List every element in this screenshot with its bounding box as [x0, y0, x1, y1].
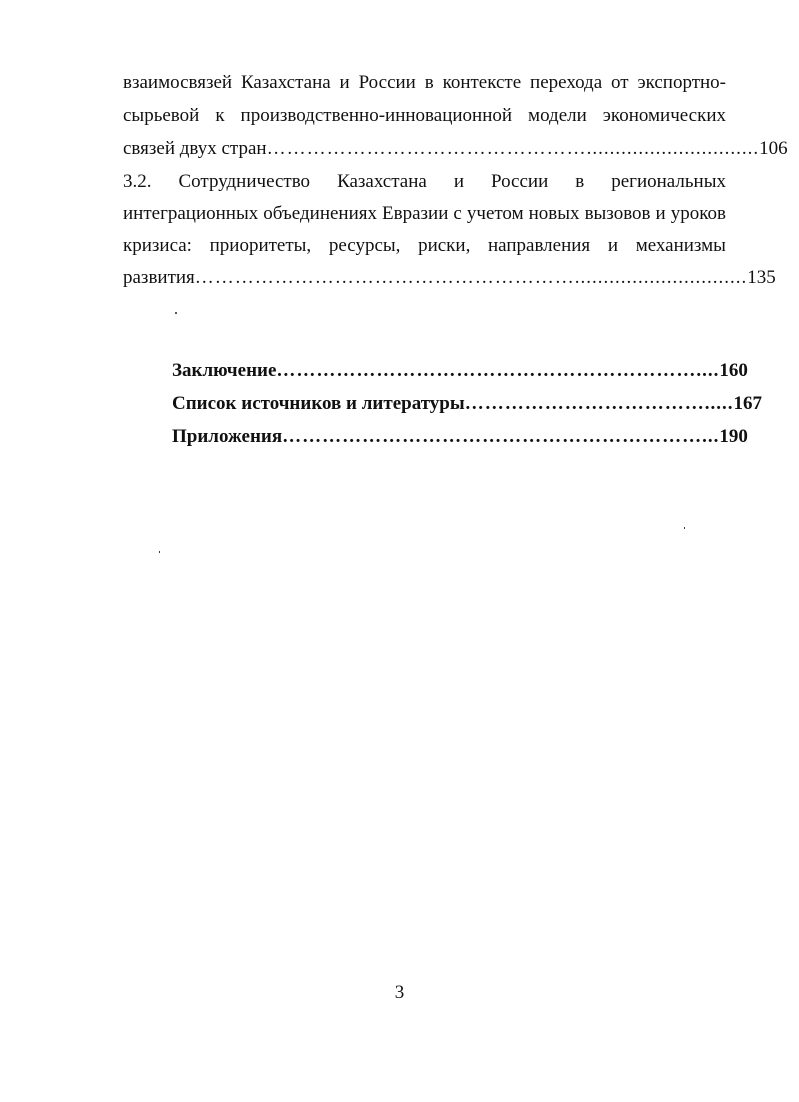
toc-entry-sources[interactable]: [172, 393, 762, 414]
scan-speck: [175, 312, 177, 314]
toc-entry-text: связей двух стран: [123, 138, 267, 159]
toc-page-number: 190: [719, 426, 748, 447]
toc-entry-line: [123, 106, 726, 126]
toc-word: производственно-инновационной: [240, 105, 513, 126]
toc-word: региональных: [611, 171, 726, 192]
toc-word: Сотрудничество: [178, 171, 311, 192]
scan-speck: [684, 527, 685, 529]
toc-word: перехода: [530, 72, 603, 93]
toc-word: учетом: [466, 203, 524, 224]
toc-word: Казахстана: [240, 72, 331, 93]
toc-word: Казахстана: [337, 171, 427, 192]
toc-word: и: [339, 72, 350, 93]
toc-word: с: [453, 203, 462, 224]
toc-word: модели: [528, 105, 587, 126]
toc-word: контексте: [442, 72, 522, 93]
toc-word: интеграционных: [123, 203, 259, 224]
page-number: 3: [394, 982, 405, 1003]
toc-word: экономических: [602, 105, 726, 126]
toc-word: сырьевой: [123, 105, 200, 126]
scan-speck: [159, 551, 160, 553]
toc-dot-leader: ………………………………………………………...: [282, 426, 720, 447]
toc-entry-label: Список источников и литературы: [172, 393, 465, 414]
toc-entry-label: Заключение: [172, 360, 277, 381]
toc-word: направления: [488, 235, 591, 256]
toc-word: и: [607, 235, 619, 256]
toc-word: кризиса:: [123, 235, 192, 256]
toc-word: риски,: [418, 235, 471, 256]
toc-word: в: [575, 171, 585, 192]
toc-word: России: [490, 171, 549, 192]
toc-section-number: 3.2.: [123, 171, 152, 192]
toc-page-number: 167: [733, 393, 762, 414]
toc-word: механизмы: [635, 235, 726, 256]
toc-word: объединениях: [263, 203, 377, 224]
toc-entry-line: [123, 204, 726, 224]
toc-page-number: 106: [759, 138, 788, 159]
toc-dot-leader: …………………………………………………..............................: [194, 267, 748, 288]
toc-entry-conclusion[interactable]: [172, 360, 748, 381]
toc-word: Евразии: [382, 203, 449, 224]
toc-dot-leader: …………………………………………..............................: [266, 138, 760, 159]
toc-word: и: [453, 171, 464, 192]
toc-entry-label: Приложения: [172, 426, 283, 447]
toc-word: к: [215, 105, 225, 126]
toc-entry-line: [123, 73, 726, 93]
toc-entry-text: развития: [123, 267, 195, 288]
toc-word: уроков: [670, 203, 726, 224]
toc-entry-leader-line: [123, 267, 776, 288]
toc-word: взаимосвязей: [123, 72, 233, 93]
toc-word: приоритеты,: [209, 235, 312, 256]
toc-dot-leader: ……………………………….....: [464, 393, 734, 414]
toc-word: новых: [528, 203, 580, 224]
toc-entry-line: [123, 236, 726, 256]
toc-word: и: [655, 203, 666, 224]
toc-dot-leader: ………………………………………………………....: [276, 360, 720, 381]
toc-word: от: [611, 72, 629, 93]
toc-entry-line: [123, 172, 726, 192]
toc-word: вызовов: [584, 203, 651, 224]
toc-entry-leader-line: [123, 138, 788, 159]
toc-word: России: [358, 72, 416, 93]
toc-entry-appendices[interactable]: [172, 426, 748, 447]
toc-word: в: [424, 72, 434, 93]
toc-word: экспортно-: [637, 72, 726, 93]
toc-page-number: 160: [719, 360, 748, 381]
toc-page-number: 135: [747, 267, 776, 288]
toc-word: ресурсы,: [328, 235, 401, 256]
